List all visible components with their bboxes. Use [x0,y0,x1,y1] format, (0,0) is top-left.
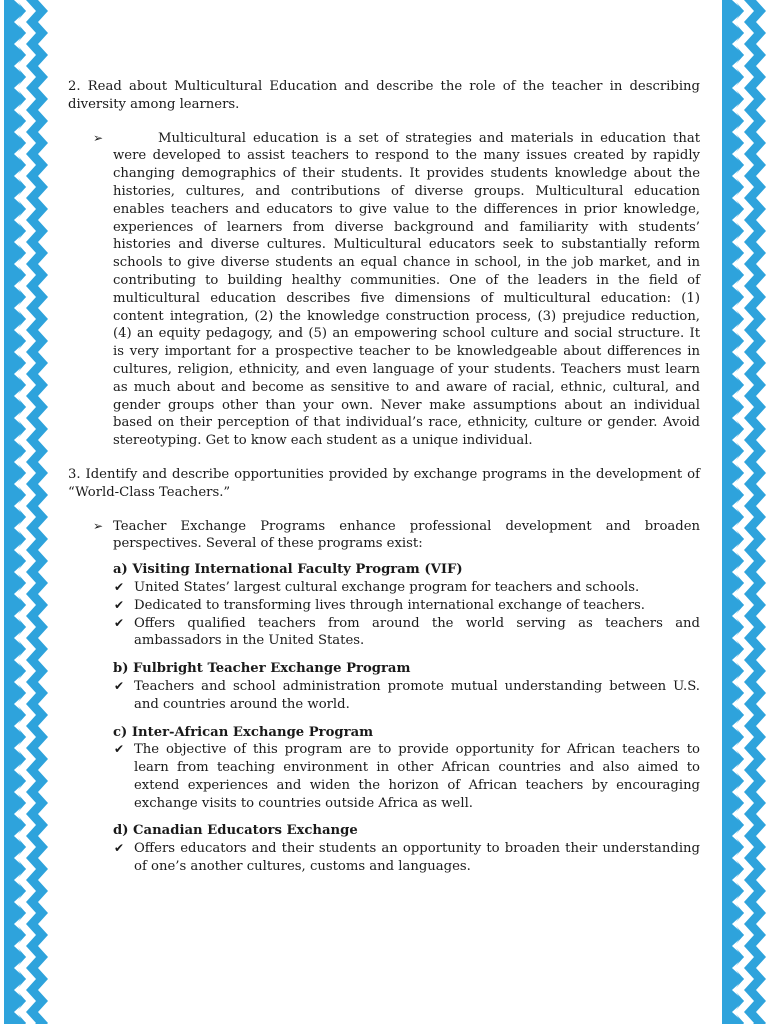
program-points [68,678,700,714]
right-decorative-border [722,0,766,1024]
check-icon: ✔ [114,597,125,612]
list-item [114,678,700,714]
answer-2-bullet [68,130,700,450]
program-points [68,579,700,650]
list-item [114,597,700,615]
check-icon: ✔ [114,678,125,693]
question-3: 3. Identify and describe opportunities provided by exchange programs in the development of “World-Class Teachers.” [68,466,700,500]
point-text: Dedicated to transforming lives through international exchange of teachers. [134,597,645,613]
point-text: United States’ largest cultural exchange program for teachers and schools. [134,579,640,595]
list-item [114,840,700,876]
border-pattern-icon [4,0,48,1024]
point-text: Teachers and school administration promote mutual understanding between U.S. and countries around the world. [134,678,700,712]
intro-3-text: Teacher Exchange Programs enhance professional development and broaden perspectives. Several of these programs exist: [113,518,700,552]
arrow-bullet-icon: ➢ [93,518,104,533]
check-icon: ✔ [114,742,125,757]
left-decorative-border [4,0,48,1024]
program-title: c) Inter-African Exchange Program [113,724,374,740]
check-icon: ✔ [114,841,125,856]
point-text: The objective of this program are to provide opportunity for African teachers to learn from teaching environment in other African countries and also aimed to extend experiences and widen the horizon of African teachers by encouraging exchange visits to countries outside Africa as well. [134,742,700,811]
intro-3-bullet [68,518,700,554]
border-pattern-icon [722,0,766,1024]
list-item [114,615,700,651]
check-icon: ✔ [114,579,125,594]
question-2: 2. Read about Multicultural Education and describe the role of the teacher in describing diversity among learners. [68,79,700,112]
program-title: a) Visiting International Faculty Program (VIF) [113,562,463,578]
answer-2-text [113,130,700,450]
program-points [68,840,700,876]
list-item [114,741,700,812]
list-item [114,579,700,597]
program-title: d) Canadian Educators Exchange [113,823,358,839]
check-icon: ✔ [114,615,125,630]
program-title: b) Fulbright Teacher Exchange Program [113,661,411,677]
arrow-bullet-icon: ➢ [93,130,104,145]
document-body [68,78,700,876]
point-text: Offers qualified teachers from around the world serving as teachers and ambassadors in the United States. [134,615,700,649]
answer-2-body: Multicultural education is a set of strategies and materials in education that were developed to assist teachers to respond to the many issues created by rapidly changing demographics of their students. It provides students knowledge about the histories, cultures, and contributions of diverse groups. Multicultural education enables teachers and educators to give value to the differences in prior knowledge, experiences of learners from diverse background and familiarity with students’ histories and diverse cultures. Multicultural educators seek to substantially reform schools to give diverse students an equal chance in school, in the job market, and in contributing to building healthy communities. One of the leaders in the field of multicultural education describes five dimensions of multicultural education: (1) content integration, (2) the knowledge construction process, (3) prejudice reduction, (4) an equity pedagogy, and (5) an empowering school culture and social structure. It is very important for a prospective teacher to be knowledgeable about differences in cultures, religion, ethnicity, and even language of your students. Teachers must learn as much about and become as sensitive to and aware of racial, ethnic, cultural, and gender groups other than your own. Never make assumptions about an individual based on their perception of that individual’s race, ethnicity, culture or gender. Avoid stereotyping. Get to know each student as a unique individual. [113,130,700,449]
program-points [68,741,700,812]
point-text: Offers educators and their students an opportunity to broaden their understanding of one’s another cultures, customs and languages. [134,841,700,875]
